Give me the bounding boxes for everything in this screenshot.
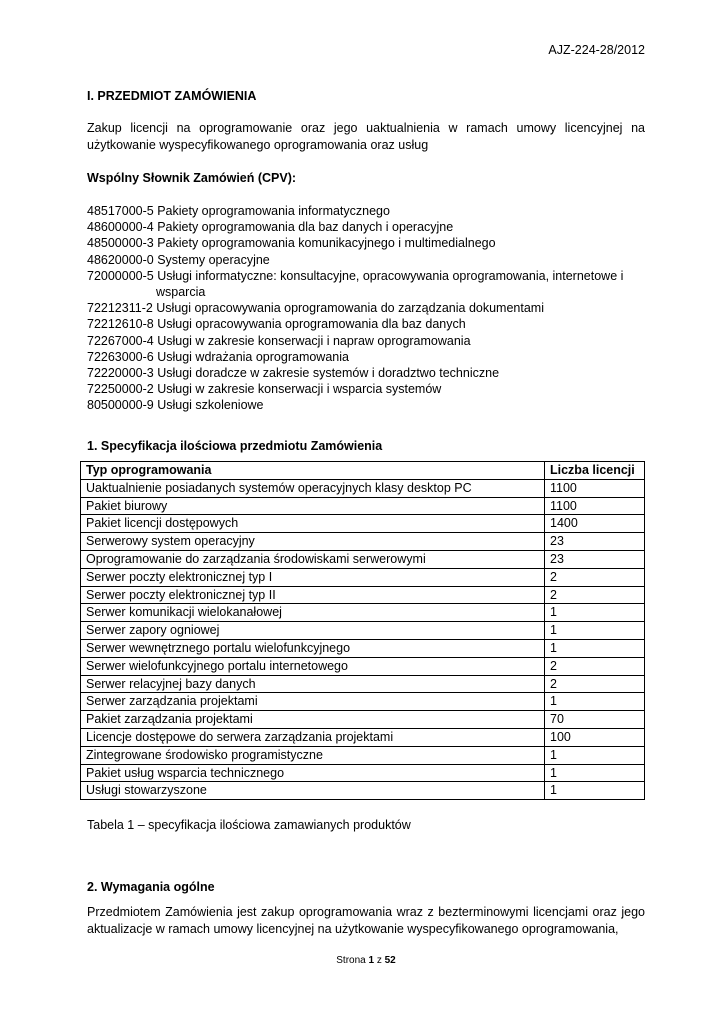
table-row [81,746,645,764]
cpv-item: 72220000-3 Usługi doradcze w zakresie systemów i doradztwo techniczne [87,366,500,381]
software-type-cell: Licencje dostępowe do serwera zarządzania projektami [81,728,545,746]
cpv-item: 72000000-5 Usługi informatyczne: konsultacyjne, opracowywania oprogramowania, internetowe i wsparcia [87,268,624,300]
cpv-item: 72263000-6 Usługi wdrażania oprogramowania [87,349,349,364]
table-row [81,675,645,693]
specification-heading: 1. Specyfikacja ilościowa przedmiotu Zamówienia [87,439,383,453]
license-count-cell: 1 [545,604,645,622]
intro-paragraph: Zakup licencji na oprogramowanie oraz jego uaktualnienia w ramach umowy licencyjnej na użytkowanie wyspecyfikowanego oprogramowania oraz usług [87,121,645,152]
table-row [81,497,645,515]
table-header-row [81,462,645,480]
software-type-cell: Pakiet biurowy [81,497,545,515]
software-type-cell: Oprogramowanie do zarządzania środowiskami serwerowymi [81,550,545,568]
software-type-cell: Serwer relacyjnej bazy danych [81,675,545,693]
license-count-cell: 1 [545,693,645,711]
table-row [81,639,645,657]
table-row [81,764,645,782]
license-count-cell: 70 [545,711,645,729]
general-requirements-heading: 2. Wymagania ogólne [87,880,215,894]
license-count-cell: 1 [545,746,645,764]
license-count-cell: 1100 [545,479,645,497]
table-row [81,622,645,640]
cpv-list [87,203,645,414]
table-row [81,728,645,746]
license-count-cell: 1 [545,764,645,782]
table-row [81,711,645,729]
table-row [81,515,645,533]
software-type-cell: Uaktualnienie posiadanych systemów operacyjnych klasy desktop PC [81,479,545,497]
current-page-number: 1 [368,955,375,966]
software-type-cell: Pakiet zarządzania projektami [81,711,545,729]
page-separator: z [376,955,382,966]
software-type-cell: Serwer poczty elektronicznej typ II [81,586,545,604]
license-count-cell: 2 [545,657,645,675]
cpv-item: 80500000-9 Usługi szkoleniowe [87,398,264,413]
document-page [87,0,645,1024]
license-count-cell: 23 [545,550,645,568]
general-requirements-paragraph: Przedmiotem Zamówienia jest zakup oprogramowania wraz z bezterminowymi licencjami oraz jego aktualizacje w ramach umowy licencyjnej na użytkowanie wyspecyfikowanego oprogramowania, [87,905,645,936]
license-count-cell: 23 [545,533,645,551]
software-type-cell: Serwer wewnętrznego portalu wielofunkcyjnego [81,639,545,657]
software-type-cell: Serwer komunikacji wielokanałowej [81,604,545,622]
license-count-cell: 2 [545,675,645,693]
license-count-cell: 2 [545,586,645,604]
license-count-cell: 2 [545,568,645,586]
software-type-cell: Serwer zarządzania projektami [81,693,545,711]
table-row [81,533,645,551]
cpv-item: 72212610-8 Usługi opracowywania oprogramowania dla baz danych [87,317,466,332]
software-type-cell: Serwer poczty elektronicznej typ I [81,568,545,586]
cpv-heading: Wspólny Słownik Zamówień (CPV): [87,171,297,185]
software-type-cell: Serwerowy system operacyjny [81,533,545,551]
table-row [81,479,645,497]
document-reference: AJZ-224-28/2012 [548,43,645,57]
table-row [81,550,645,568]
cpv-item: 48500000-3 Pakiety oprogramowania komunikacyjnego i multimedialnego [87,236,496,251]
cpv-item: 72267000-4 Usługi w zakresie konserwacji i napraw oprogramowania [87,333,471,348]
license-count-cell: 1 [545,782,645,800]
table-row [81,657,645,675]
license-count-cell: 100 [545,728,645,746]
cpv-item: 48620000-0 Systemy operacyjne [87,252,270,267]
total-pages-number: 52 [384,955,396,966]
software-type-cell: Zintegrowane środowisko programistyczne [81,746,545,764]
license-count-cell: 1100 [545,497,645,515]
table-caption: Tabela 1 – specyfikacja ilościowa zamawianych produktów [87,818,411,832]
license-count-cell: 1 [545,622,645,640]
column-header-software-type: Typ oprogramowania [81,462,545,480]
table-row [81,568,645,586]
section-title: I. PRZEDMIOT ZAMÓWIENIA [87,89,257,103]
license-count-cell: 1 [545,639,645,657]
table-row [81,782,645,800]
table-row [81,693,645,711]
cpv-item: 72250000-2 Usługi w zakresie konserwacji i wsparcia systemów [87,382,442,397]
software-type-cell: Serwer wielofunkcyjnego portalu internetowego [81,657,545,675]
table-row [81,586,645,604]
page-footer [87,955,645,966]
software-type-cell: Serwer zapory ogniowej [81,622,545,640]
quantity-table [80,461,645,800]
software-type-cell: Usługi stowarzyszone [81,782,545,800]
license-count-cell: 1400 [545,515,645,533]
table-row [81,604,645,622]
column-header-license-count: Liczba licencji [545,462,645,480]
cpv-item: 48600000-4 Pakiety oprogramowania dla baz danych i operacyjne [87,220,454,235]
software-type-cell: Pakiet usług wsparcia technicznego [81,764,545,782]
page-label: Strona [336,955,366,966]
cpv-item: 72212311-2 Usługi opracowywania oprogramowania do zarządzania dokumentami [87,301,544,316]
cpv-item: 48517000-5 Pakiety oprogramowania informatycznego [87,204,390,218]
software-type-cell: Pakiet licencji dostępowych [81,515,545,533]
